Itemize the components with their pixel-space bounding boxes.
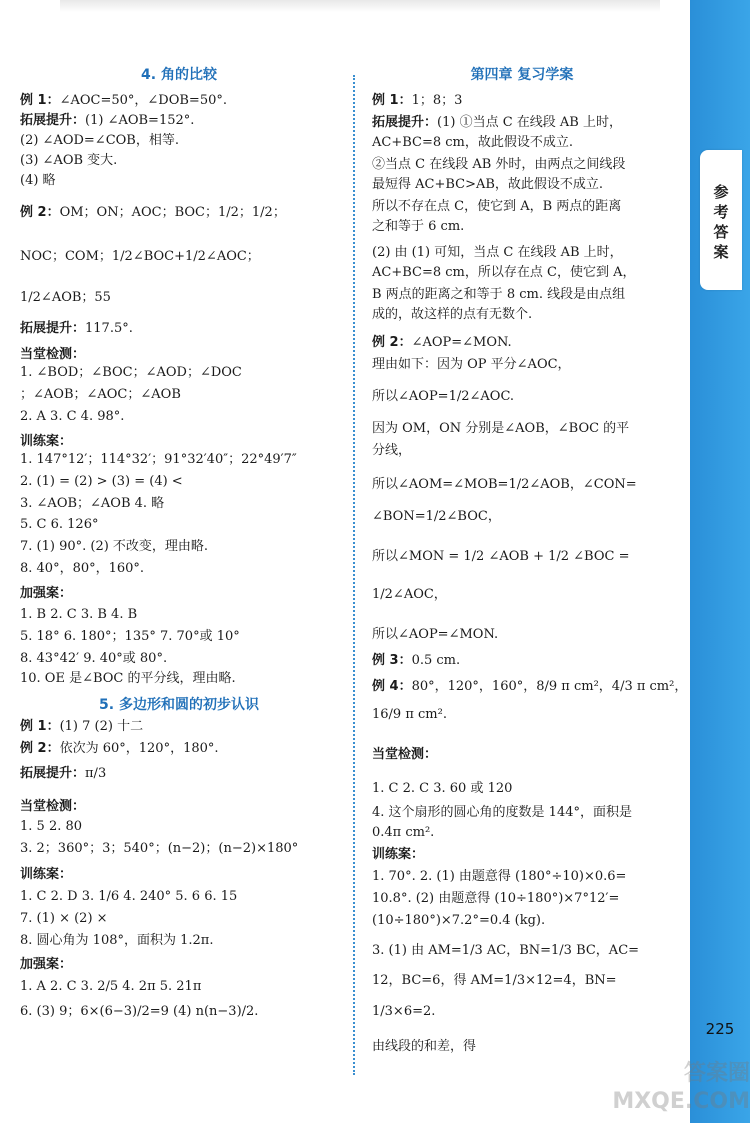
answer-line: 例 1：(1) 7 (2) 十二 [20, 719, 144, 734]
answer-line: 5. C 6. 126° [20, 517, 99, 532]
answer-line: 3. (1) 由 AM=1/3 AC，BN=1/3 BC，AC= [372, 943, 640, 958]
answer-line: 由线段的和差，得 [372, 1039, 477, 1054]
answer-line: B 两点的距离之和等于 8 cm. 线段是由点组 [372, 287, 626, 302]
answer-line: 所以∠AOM=∠MOB=1/2∠AOB，∠CON= [372, 477, 637, 492]
answer-line: 0.4π cm². [372, 825, 435, 840]
answer-label: 加强案： [20, 957, 73, 972]
answer-line: 1. 147°12′；114°32′；91°32′40″；22°49′7″ [20, 452, 297, 467]
answer-label: 例 2： [372, 335, 412, 350]
answer-line: 8. 圆心角为 108°，面积为 1.2π. [20, 933, 214, 948]
answer-label: 例 3： [372, 653, 412, 668]
section-title: 4. 角的比较 [141, 67, 217, 83]
answer-line: 2. A 3. C 4. 98°. [20, 409, 125, 424]
answer-line [20, 346, 85, 364]
answer-line: 6. (3) 9；6×(6−3)/2=9 (4) n(n−3)/2. [20, 1004, 259, 1019]
answer-label: 当堂检测： [20, 799, 86, 814]
answer-line: 10. OE 是∠BOC 的平分线，理由略. [20, 671, 236, 686]
answer-line: 12，BC=6，得 AM=1/3×12=4，BN= [372, 973, 617, 988]
answer-line: 4. 这个扇形的圆心角的度数是 144°，面积是 [372, 805, 632, 820]
answer-line: (2) ∠AOD=∠COB，相等. [20, 133, 179, 148]
answer-line [20, 866, 72, 884]
answer-label: 加强案： [20, 586, 73, 601]
answer-line: NOC；COM；1/2∠BOC+1/2∠AOC； [20, 249, 260, 264]
top-edge-shadow [60, 0, 660, 12]
answer-line: 7. (1) × (2) × [20, 911, 108, 926]
answer-label: 当堂检测： [20, 347, 86, 362]
answer-line: 3. ∠AOB；∠AOB 4. 略 [20, 496, 165, 511]
answer-line: 最短得 AC+BC>AB，故此假设不成立. [372, 177, 604, 192]
answer-line: 拓展提升：117.5°. [20, 321, 133, 336]
answer-label: 例 1： [372, 93, 412, 108]
answer-label: 训练案： [20, 434, 73, 449]
answer-line: 拓展提升：(1) ①当点 C 在线段 AB 上时， [372, 115, 622, 130]
answer-line [372, 746, 437, 764]
answer-line: 拓展提升：(1) ∠AOB=152°. [20, 113, 195, 128]
answer-line: AC+BC=8 cm，所以存在点 C，使它到 A， [372, 265, 636, 280]
answer-line: 1/3×6=2. [372, 1004, 436, 1019]
answer-line: 例 2：∠AOP=∠MON. [372, 335, 512, 350]
answer-line: 1. C 2. C 3. 60 或 120 [372, 781, 513, 796]
answer-line: 1. B 2. C 3. B 4. B [20, 607, 138, 622]
answer-line: (2) 由 (1) 可知，当点 C 在线段 AB 上时， [372, 245, 623, 260]
answer-line: (3) ∠AOB 变大. [20, 153, 118, 168]
answer-line: 7. (1) 90°. (2) 不改变，理由略. [20, 539, 209, 554]
answer-line: 1. A 2. C 3. 2/5 4. 2π 5. 21π [20, 979, 202, 994]
answer-line: 16/9 π cm². [372, 707, 447, 722]
answer-label: 训练案： [20, 867, 73, 882]
answer-line: 1. 5 2. 80 [20, 819, 83, 834]
answer-line: 1. C 2. D 3. 1/6 4. 240° 5. 6 6. 15 [20, 889, 238, 904]
answer-line [20, 798, 85, 816]
answer-label: 当堂检测： [372, 747, 438, 762]
answer-label: 例 1： [20, 719, 60, 734]
watermark-line2: MXQE.COM [612, 1089, 750, 1114]
answer-label: 例 2： [20, 205, 60, 220]
answer-line: 之和等于 6 cm. [372, 219, 465, 234]
answer-line: (4) 略 [20, 173, 56, 188]
answer-label: 例 2： [20, 741, 60, 756]
answer-label: 拓展提升： [20, 766, 86, 781]
answer-line [20, 585, 72, 603]
answer-line: 5. 18° 6. 180°；135° 7. 70°或 10° [20, 629, 240, 644]
answer-line: 拓展提升：π/3 [20, 766, 107, 781]
answer-line: 分线， [372, 443, 412, 458]
section-title: 5. 多边形和圆的初步认识 [99, 697, 259, 713]
side-tab-label: 参考答案 [713, 183, 729, 261]
answer-line: 所以∠AOP=∠MON. [372, 627, 499, 642]
answer-label: 例 1： [20, 93, 60, 108]
answer-label: 训练案： [372, 847, 425, 862]
answer-line [20, 956, 72, 974]
answer-line: 例 1：∠AOC=50°，∠DOB=50°. [20, 93, 227, 108]
answer-line: 成的，故这样的点有无数个. [372, 307, 533, 322]
answer-line: 所以不存在点 C，使它到 A，B 两点的距离 [372, 199, 622, 214]
section-title: 第四章 复习学案 [470, 67, 574, 83]
answer-line: 例 3：0.5 cm. [372, 653, 461, 668]
answer-line: 10.8°. (2) 由题意得 (10÷180°)×7°12′= [372, 891, 620, 906]
answer-line: 1. 70°. 2. (1) 由题意得 (180°÷10)×0.6= [372, 869, 627, 884]
answer-line: 8. 43°42′ 9. 40°或 80°. [20, 651, 168, 666]
answer-line: 所以∠MON = 1/2 ∠AOB + 1/2 ∠BOC = [372, 549, 630, 564]
page-number: 225 [705, 1020, 735, 1038]
answer-line: 理由如下：因为 OP 平分∠AOC， [372, 357, 571, 372]
answer-line: ；∠AOB；∠AOC；∠AOB [20, 387, 181, 402]
answer-line: 8. 40°，80°，160°. [20, 561, 145, 576]
answer-line: 1. ∠BOD；∠BOC；∠AOD；∠DOC [20, 365, 242, 380]
answer-line: 因为 OM，ON 分别是∠AOB，∠BOC 的平 [372, 421, 630, 436]
watermark-logo [600, 1060, 750, 1120]
answer-line: 所以∠AOP=1/2∠AOC. [372, 389, 515, 404]
answer-line: 3. 2；360°；3；540°；(n−2)；(n−2)×180° [20, 841, 299, 856]
answer-line: 1/2∠AOC， [372, 587, 447, 602]
answer-line: 2. (1) = (2) > (3) = (4) < [20, 474, 183, 489]
column-divider [353, 75, 355, 1075]
answer-label: 拓展提升： [20, 113, 86, 128]
answer-label: 拓展提升： [372, 115, 438, 130]
answer-line: 1/2∠AOB；55 [20, 290, 111, 305]
answer-line: ∠BON=1/2∠BOC， [372, 509, 501, 524]
answer-line: AC+BC=8 cm，故此假设不成立. [372, 135, 574, 150]
answer-label: 拓展提升： [20, 321, 86, 336]
answer-line: (10÷180°)×7.2°=0.4 (kg). [372, 913, 546, 928]
answer-line [20, 433, 72, 451]
answer-line: ②当点 C 在线段 AB 外时，由两点之间线段 [372, 157, 626, 172]
answer-line: 例 2：OM；ON；AOC；BOC；1/2；1/2； [20, 205, 286, 220]
answer-line: 例 1：1；8；3 [372, 93, 463, 108]
answer-label: 例 4： [372, 679, 412, 694]
answer-line: 例 2：依次为 60°，120°，180°. [20, 741, 219, 756]
watermark-line1: 答案圈 [683, 1061, 750, 1086]
answer-line: 例 4：80°，120°，160°，8/9 π cm²，4/3 π cm²， [372, 679, 688, 694]
answer-line [372, 846, 424, 864]
